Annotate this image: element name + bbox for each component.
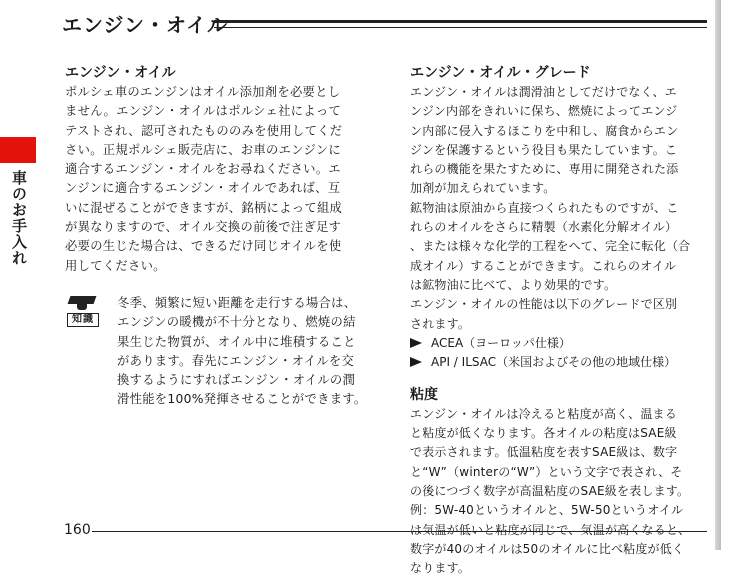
text-line: が異なりますので、オイル交換の前後で注ぎ足す [65, 220, 342, 235]
cap-board [68, 296, 97, 304]
knowledge-tip [65, 294, 387, 410]
bullet-text: ACEA（ヨーロッパ仕様） [431, 335, 571, 350]
text-line: エンジン・オイルは潤滑油としてだけでなく、エ [410, 85, 677, 99]
bullet-text: API / ILSAC（米国およびその他の地域仕様） [431, 354, 677, 369]
text-line: 例：5W-40というオイルと、5W-50というオイル [410, 503, 684, 518]
engine-oil-paragraph [65, 83, 387, 276]
text-line: 数字が40のオイルは50のオイルに比べ粘度が低く [410, 541, 685, 556]
graduation-cap-icon [65, 296, 101, 336]
text-line: 、または様々な化学的工程をへて、完全に転化（合 [410, 239, 691, 254]
text-line: は鉱物油に比べて、より効果的です。 [410, 277, 617, 292]
text-line: ン内部に侵入するほこりを中和し、腐食からエン [410, 123, 679, 138]
page-title: エンジン・オイル [62, 13, 228, 37]
text-line: なります。 [410, 561, 471, 576]
text-line: ません。エンジン・オイルはポルシェ社によって [65, 104, 342, 119]
text-line: エンジン・オイルの性能は以下のグレードで区別 [410, 297, 678, 312]
text-line: エンジン・オイルは冷えると粘度が高く、温まる [410, 406, 677, 421]
text-line: 鉱物油は原油から直接つくられたものですが、こ [410, 200, 679, 215]
tip-text [117, 294, 387, 410]
chapter-tab-label: 車のお手入れ [10, 170, 28, 266]
text-line: と粘度が低くなります。各オイルの粘度はSAE級 [410, 426, 677, 441]
text-line: があります。春先にエンジン・オイルを交 [117, 353, 355, 368]
text-line: エンジンの暖機が不十分となり、燃焼の結 [117, 315, 356, 330]
arrow-right-icon [410, 357, 422, 367]
text-line: 換するようにすればエンジン・オイルの潤 [117, 373, 356, 388]
knowledge-label: 知識 [67, 313, 99, 327]
page-edge-shadow [715, 0, 721, 550]
text-line: ポルシェ車のエンジンはオイル添加剤を必要とし [65, 85, 341, 99]
text-line: は気温が低いと粘度が同じで、気温が高くなると、 [410, 522, 691, 537]
text-line: さい。正規ポルシェ販売店に、お車のエンジンに [65, 142, 341, 157]
grade-bullet-acea [410, 334, 713, 353]
text-line: 滑性能を100%発揮させることができます。 [117, 392, 367, 407]
text-line: 成オイル）することができます。これらのオイル [410, 258, 677, 273]
text-line: ンジン内部をきれいに保ち、燃焼によってエンジ [410, 104, 678, 119]
left-column [65, 64, 387, 410]
text-line: いに混ぜることができますが、銘柄によって組成 [65, 200, 343, 215]
text-line: れらの機能を果たすために、専用に開発された添 [410, 162, 679, 177]
arrow-right-icon [410, 338, 422, 348]
text-line: と“W”（winterの“W”）という文字で表され、そ [410, 464, 683, 479]
section-heading-oil-grade: エンジン・オイル・グレード [410, 65, 591, 81]
title-rule [214, 20, 707, 28]
footer-rule [92, 531, 707, 532]
viscosity-paragraph [410, 405, 713, 579]
text-line: で表示されます。低温粘度を表すSAE級は、数字 [410, 445, 678, 460]
text-line: れらのオイルをさらに精製（水素化分解オイル） [410, 220, 678, 235]
text-line: されます。 [410, 316, 471, 331]
section-heading-viscosity: 粘度 [410, 386, 438, 403]
text-line: 用してください。 [65, 258, 166, 273]
text-line: 加剤が加えられています。 [410, 181, 556, 196]
text-line: 必要の生じた場合は、できるだけ同じオイルを使 [65, 239, 342, 254]
grade-bullet-api [410, 353, 713, 372]
page-number: 160 [64, 522, 91, 538]
chapter-tab-marker [0, 137, 36, 163]
section-heading-engine-oil: エンジン・オイル [65, 65, 176, 81]
text-line: の後につづく数字が高温粘度のSAE級を表します。 [410, 484, 690, 499]
cap-base [77, 304, 87, 310]
text-line: ジンを保護するという役目も果たしています。こ [410, 142, 678, 157]
text-line: ンジンに適合するエンジン・オイルであれば、互 [65, 181, 341, 196]
oil-grade-paragraph [410, 83, 713, 334]
section-gap [410, 372, 713, 386]
right-column [410, 64, 713, 579]
text-line: 果生じた物質が、オイル中に堆積すること [117, 334, 356, 349]
text-line: 適合するエンジン・オイルをお尋ねください。エ [65, 162, 341, 177]
text-line: 冬季、頻繁に短い距離を走行する場合は、 [117, 295, 357, 310]
text-line: テストされ、認可されたもののみを使用してくだ [65, 123, 343, 138]
